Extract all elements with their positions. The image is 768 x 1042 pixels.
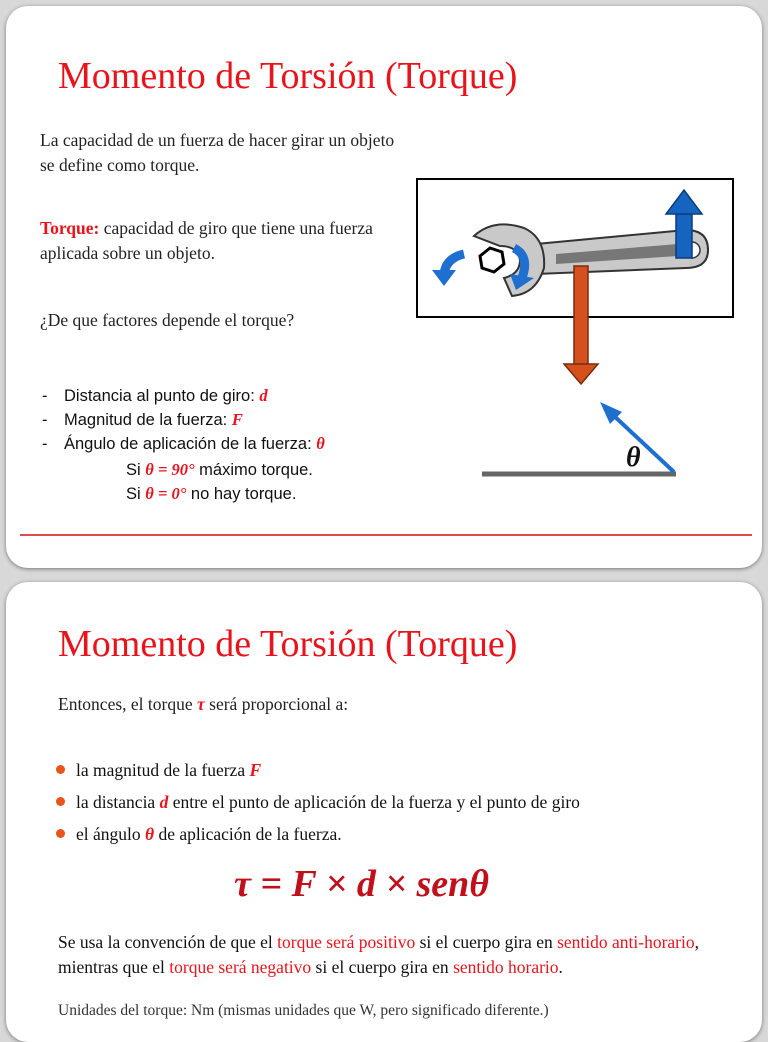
sign-convention — [58, 930, 728, 980]
factors-bullets — [54, 754, 580, 850]
bullet-item — [54, 786, 580, 818]
factor-text: Ángulo de aplicación de la fuerza: — [64, 435, 317, 453]
torque-definition — [40, 216, 400, 266]
angle-symbol: θ — [626, 442, 641, 473]
question-text: ¿De que factores depende el torque? — [40, 310, 295, 330]
conv-text: si el cuerpo gira en — [415, 931, 558, 952]
slide-1 — [6, 6, 762, 568]
torque-units: Unidades del torque: Nm (mismas unidades que W, pero significado diferente.) — [58, 1002, 549, 1019]
factor-item-magnitude: - Magnitud de la fuerza: F — [42, 410, 243, 429]
bullet-text-rest: de aplicación de la fuerza. — [154, 824, 342, 844]
conv-text: , mientras que el — [58, 931, 699, 977]
conv-clockwise: sentido horario — [453, 956, 559, 977]
slide-2-title: Momento de Torsión (Torque) — [58, 623, 518, 665]
tau-symbol: τ — [196, 694, 205, 714]
bullet-item — [54, 818, 580, 850]
factor-item-angle: - Ángulo de aplicación de la fuerza: θ — [42, 434, 325, 453]
slide-1-divider — [20, 534, 752, 536]
wrench-diagram — [416, 178, 736, 388]
bullet-text: el ángulo — [76, 824, 146, 844]
bullet-text: la magnitud de la fuerza — [76, 760, 250, 780]
none-condition: θ = 0° — [145, 484, 187, 503]
torque-label: Torque: — [40, 218, 100, 238]
angle-diagram — [476, 396, 696, 482]
torque-formula: τ = F × d × senθ — [234, 863, 489, 905]
factors-list — [42, 384, 325, 456]
bullet-text-rest: entre el punto de aplicación de la fuerza y el punto de giro — [168, 792, 580, 812]
conv-text: si el cuerpo gira en — [311, 956, 454, 977]
bullet-symbol: θ — [145, 824, 155, 844]
lead-text-1: Entonces, el torque — [58, 694, 197, 714]
bullet-item — [54, 754, 580, 786]
max-suffix: máximo torque. — [194, 461, 313, 479]
conv-negative: torque será negativo — [169, 956, 312, 977]
slide-2 — [6, 582, 762, 1042]
conv-text: Se usa la convención de que el — [58, 931, 278, 952]
up-force-arrow-shaft — [676, 212, 692, 258]
torque-def-text: capacidad de giro que tiene una fuerza aplicada sobre un objeto. — [40, 218, 373, 263]
factor-symbol: F — [231, 410, 243, 429]
factor-text: Distancia al punto de giro: — [64, 387, 260, 405]
bullet-symbol: d — [159, 792, 169, 812]
lead-text-2: será proporcional a: — [204, 694, 349, 714]
factor-symbol: θ — [316, 434, 325, 453]
factor-item-distance: - Distancia al punto de giro: d — [42, 386, 268, 405]
down-force-arrow-shaft — [574, 266, 588, 366]
force-vector — [612, 414, 674, 472]
none-suffix: no hay torque. — [186, 485, 297, 503]
factor-symbol: d — [259, 386, 268, 405]
factor-text: Magnitud de la fuerza: — [64, 411, 232, 429]
nut-icon — [480, 248, 504, 272]
bullet-symbol: F — [249, 760, 262, 780]
conv-anticlockwise: sentido anti-horario — [557, 931, 695, 952]
no-torque-line — [126, 482, 296, 506]
conv-text: . — [558, 956, 563, 977]
down-force-arrow-icon — [564, 364, 598, 384]
intro-text: La capacidad de un fuerza de hacer girar un objeto se define como torque. — [40, 130, 395, 175]
max-condition: θ = 90° — [145, 460, 195, 479]
max-torque-line — [126, 458, 313, 482]
bullet-text: la distancia — [76, 792, 160, 812]
none-prefix: Si — [126, 485, 146, 503]
proportional-lead — [58, 692, 658, 717]
max-prefix: Si — [126, 461, 146, 479]
slide-1-title: Momento de Torsión (Torque) — [58, 55, 518, 97]
conv-positive: torque será positivo — [277, 931, 416, 952]
